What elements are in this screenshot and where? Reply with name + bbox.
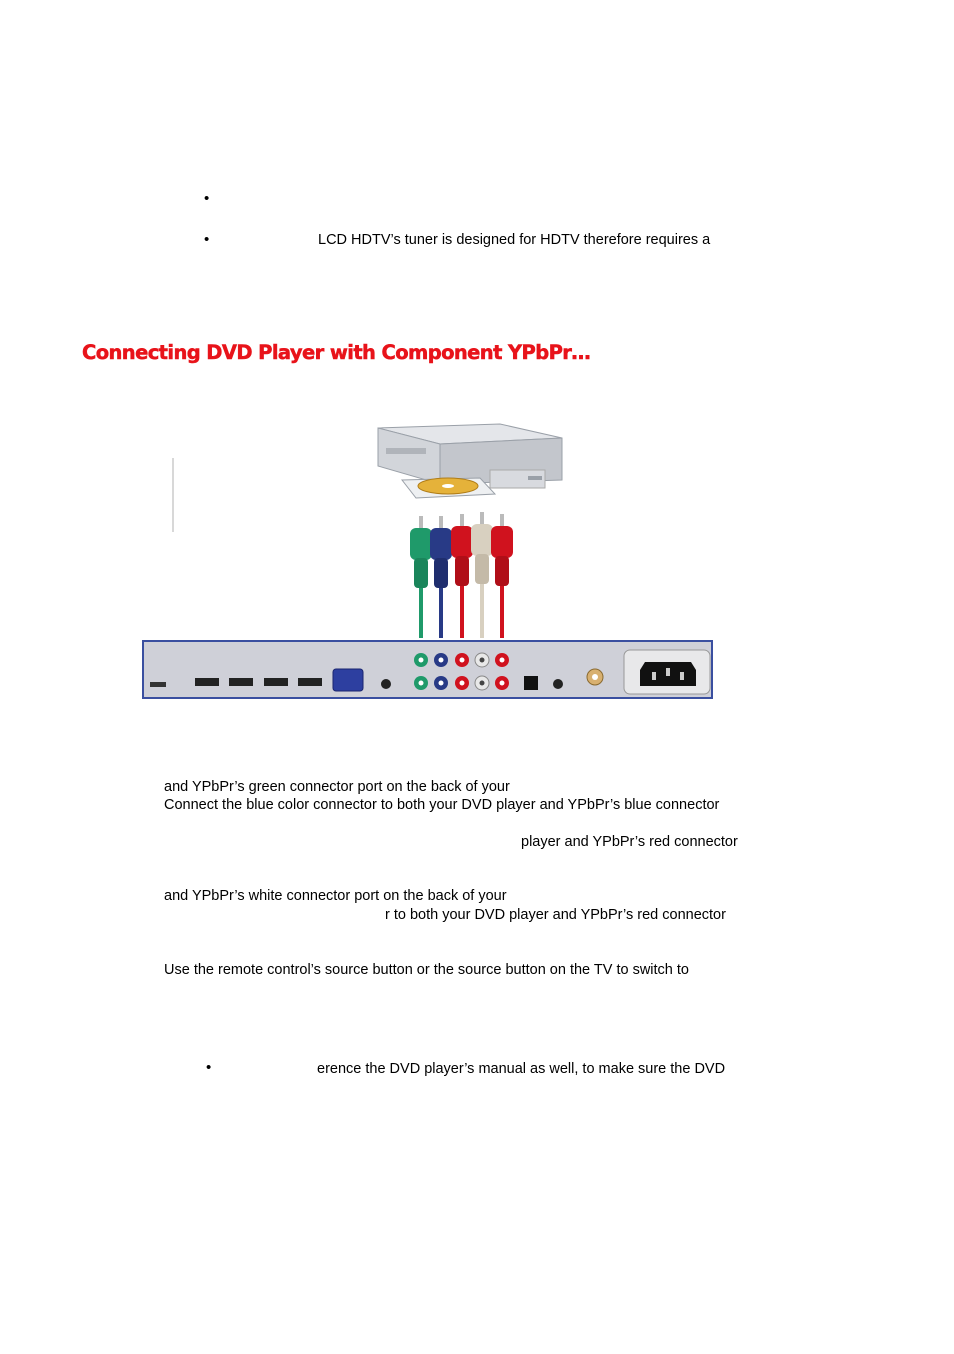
instruction-source: Use the remote control’s source button or the source button on the TV to switch to	[164, 962, 689, 978]
instruction-red-audio: r to both your DVD player and YPbPr’s red connector	[385, 907, 726, 923]
section-heading: Connecting DVD Player with Component YPbPr…	[82, 341, 591, 364]
component-cables	[410, 512, 513, 638]
dvd-player-image	[378, 424, 562, 498]
instruction-red: player and YPbPr’s red connector	[521, 834, 738, 850]
instruction-blue: Connect the blue color connector to both your DVD player and YPbPr’s blue connector	[164, 797, 720, 813]
bullet-dot: •	[204, 190, 210, 207]
bullet-dot: •	[206, 1059, 212, 1076]
bullet-text: LCD HDTV’s tuner is designed for HDTV therefore requires a	[318, 232, 711, 248]
tv-rear-panel	[143, 641, 712, 698]
bullet-dot: •	[204, 231, 210, 248]
instruction-green: and YPbPr’s green connector port on the back of your	[164, 779, 510, 795]
note-text: erence the DVD player’s manual as well, to make sure the DVD	[317, 1061, 726, 1077]
instruction-white: and YPbPr’s white connector port on the back of your	[164, 888, 507, 904]
connection-diagram	[140, 420, 720, 705]
